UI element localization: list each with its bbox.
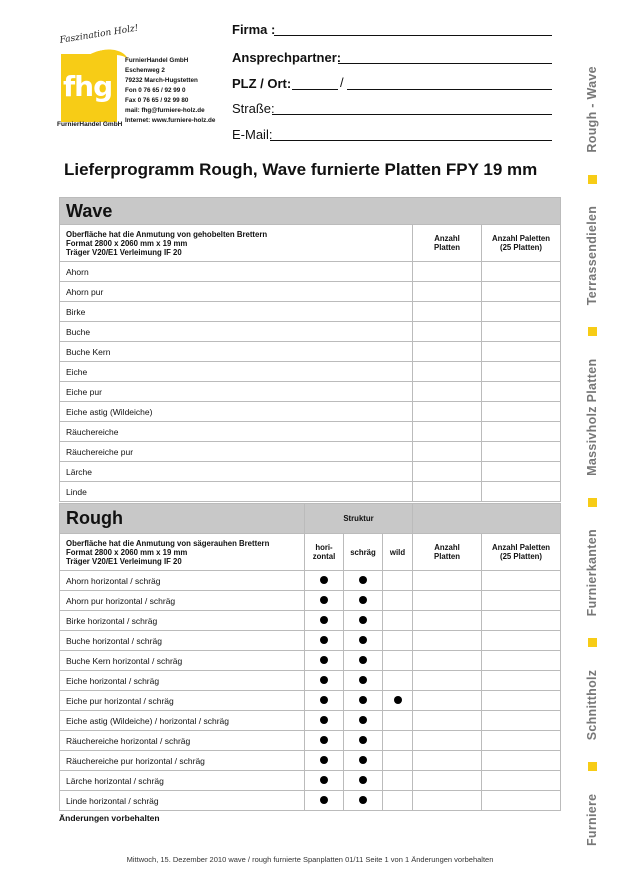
desc-line: Format 2800 x 2060 mm x 19 mm [66,547,188,557]
sidebar-separator [588,639,597,648]
anzahl-paletten-cell[interactable] [482,402,561,422]
rough-row-label: Ahorn horizontal / schräg [60,571,305,591]
anzahl-paletten-cell[interactable] [482,462,561,482]
sidebar-word: Schnittholz [585,669,599,741]
anzahl-paletten-cell[interactable] [482,362,561,382]
wave-description [60,225,413,262]
company-logo [57,23,227,134]
anzahl-platten-cell[interactable] [413,771,482,791]
logo-mark: fhg [63,70,113,103]
wave-header-row [60,225,561,262]
rough-row-label: Ahorn pur horizontal / schräg [60,591,305,611]
firma-label: Firma : [232,22,276,37]
wave-row-label: Räuchereiche [60,422,413,442]
category-sidebar [581,66,603,846]
available-dot-icon [359,616,367,624]
wave-row-label: Eiche astig (Wildeiche) [60,402,413,422]
anzahl-paletten-cell[interactable] [482,791,561,811]
anzahl-paletten-cell[interactable] [482,751,561,771]
anzahl-paletten-cell[interactable] [482,302,561,322]
firma-input-line[interactable] [274,35,552,36]
desc-line: Oberfläche hat die Anmutung von sägerauhen Brettern [66,538,270,548]
sidebar-word: Massivholz Platten [585,358,599,476]
wild-cell [383,791,413,811]
header-line: zontal [312,552,336,561]
horizontal-cell [305,791,344,811]
header-line: hori- [315,543,333,552]
schraeg-cell [344,591,383,611]
rough-row-label: Birke horizontal / schräg [60,611,305,631]
anzahl-platten-cell[interactable] [413,651,482,671]
available-dot-icon [320,576,328,584]
horizontal-cell [305,691,344,711]
anzahl-platten-cell[interactable] [413,571,482,591]
header-line: Anzahl Paletten [491,543,551,552]
horizontal-cell [305,631,344,651]
plz-ort-separator: / [340,75,344,90]
anzahl-paletten-cell[interactable] [482,631,561,651]
schraeg-cell [344,771,383,791]
rough-row [60,611,561,631]
wave-row-label: Linde [60,482,413,502]
desc-line: Oberfläche hat die Anmutung von gehobelten Brettern [66,229,268,239]
anzahl-paletten-cell[interactable] [482,611,561,631]
horizontal-cell [305,671,344,691]
wave-col-anzahl-platten [413,225,482,262]
available-dot-icon [359,716,367,724]
horizontal-cell [305,751,344,771]
anzahl-platten-cell[interactable] [413,382,482,402]
anzahl-paletten-cell[interactable] [482,691,561,711]
page-title: Lieferprogramm Rough, Wave furnierte Platten FPY 19 mm [64,160,538,179]
email-input-line[interactable] [270,140,552,141]
wave-row-label: Eiche [60,362,413,382]
anzahl-paletten-cell[interactable] [482,342,561,362]
wave-row-label: Eiche pur [60,382,413,402]
wave-row-label: Ahorn [60,262,413,282]
anzahl-paletten-cell[interactable] [482,711,561,731]
available-dot-icon [359,736,367,744]
rough-struktur-header: Struktur [305,504,413,534]
header-line: Platten [434,552,461,561]
wave-row-label: Lärche [60,462,413,482]
email-label: E-Mail: [232,127,273,142]
available-dot-icon [320,656,328,664]
rough-row [60,671,561,691]
schraeg-cell [344,751,383,771]
wild-cell [383,571,413,591]
wave-row-label: Buche [60,322,413,342]
anzahl-platten-cell[interactable] [413,262,482,282]
anzahl-paletten-cell[interactable] [482,571,561,591]
wild-cell [383,591,413,611]
anzahl-platten-cell[interactable] [413,422,482,442]
anzahl-platten-cell[interactable] [413,302,482,322]
header-line: Anzahl Paletten [491,234,551,243]
available-dot-icon [320,736,328,744]
ort-input-line[interactable] [347,89,552,90]
available-dot-icon [359,576,367,584]
wave-table [59,197,561,502]
wave-row [60,442,561,462]
anzahl-platten-cell[interactable] [413,442,482,462]
anzahl-platten-cell[interactable] [413,402,482,422]
rough-row-label: Buche horizontal / schräg [60,631,305,651]
horizontal-cell [305,591,344,611]
wave-row [60,382,561,402]
header-line: (25 Platten) [499,243,543,252]
address-line: Fax 0 76 65 / 92 99 80 [125,97,189,104]
rough-row [60,571,561,591]
anzahl-platten-cell[interactable] [413,362,482,382]
schraeg-cell [344,571,383,591]
rough-row-label: Eiche horizontal / schräg [60,671,305,691]
header-line: Anzahl [434,234,460,243]
company-address [125,56,215,126]
anzahl-platten-cell[interactable] [413,631,482,651]
anzahl-platten-cell[interactable] [413,282,482,302]
rough-row [60,731,561,751]
ansprechpartner-input-line[interactable] [338,63,552,64]
anzahl-paletten-cell[interactable] [482,322,561,342]
anzahl-platten-cell[interactable] [413,751,482,771]
wild-cell [383,731,413,751]
anzahl-paletten-cell[interactable] [482,422,561,442]
wave-row [60,422,561,442]
rough-col-schraeg: schräg [344,534,383,571]
rough-col-horizontal [305,534,344,571]
schraeg-cell [344,611,383,631]
wild-cell [383,691,413,711]
schraeg-cell [344,631,383,651]
anzahl-platten-cell[interactable] [413,711,482,731]
available-dot-icon [320,696,328,704]
available-dot-icon [320,776,328,784]
aenderungen-note: Änderungen vorbehalten [59,813,160,823]
wave-row [60,342,561,362]
anzahl-platten-cell[interactable] [413,791,482,811]
horizontal-cell [305,771,344,791]
rough-header-row [60,534,561,571]
anzahl-paletten-cell[interactable] [482,591,561,611]
anzahl-platten-cell[interactable] [413,611,482,631]
wild-cell [383,771,413,791]
available-dot-icon [359,656,367,664]
rough-col-anzahl-paletten [482,534,561,571]
anzahl-paletten-cell[interactable] [482,671,561,691]
wave-row [60,462,561,482]
anzahl-paletten-cell[interactable] [482,651,561,671]
header-line: (25 Platten) [500,552,543,561]
wave-row [60,322,561,342]
wave-row-label: Räuchereiche pur [60,442,413,462]
rough-table [59,503,561,811]
rough-description [60,534,305,571]
anzahl-platten-cell[interactable] [413,671,482,691]
rough-row-label: Eiche astig (Wildeiche) / horizontal / schräg [60,711,305,731]
available-dot-icon [359,776,367,784]
rough-row [60,691,561,711]
horizontal-cell [305,731,344,751]
schraeg-cell [344,691,383,711]
strasse-label: Straße: [232,101,275,116]
sidebar-word: Rough - Wave [585,66,599,153]
rough-row [60,711,561,731]
wave-row-label: Birke [60,302,413,322]
rough-heading-row [60,504,561,534]
anzahl-paletten-cell[interactable] [482,282,561,302]
horizontal-cell [305,611,344,631]
schraeg-cell [344,711,383,731]
plz-input-line[interactable] [292,89,338,90]
rough-heading: Rough [66,508,123,528]
available-dot-icon [320,636,328,644]
anzahl-paletten-cell[interactable] [482,731,561,751]
rough-row-label: Lärche horizontal / schräg [60,771,305,791]
desc-line: Träger V20/E1 Verleimung IF 20 [66,556,182,566]
wild-cell [383,751,413,771]
sidebar-separator [588,175,597,184]
rough-row [60,751,561,771]
address-line: Internet: www.furniere-holz.de [125,117,216,124]
available-dot-icon [359,676,367,684]
wave-row-label: Buche Kern [60,342,413,362]
page-footer: Mittwoch, 15. Dezember 2010 wave / rough furnierte Spanplatten 01/11 Seite 1 von 1 Änderungen vorbehalten [126,855,494,864]
anzahl-platten-cell[interactable] [413,462,482,482]
address-line: Fon 0 76 65 / 92 99 0 [125,87,186,94]
horizontal-cell [305,571,344,591]
wave-row [60,402,561,422]
wild-cell [383,711,413,731]
horizontal-cell [305,651,344,671]
logo-slogan: Faszination Holz! [59,23,140,46]
anzahl-paletten-cell[interactable] [482,482,561,502]
rough-row [60,771,561,791]
rough-col-anzahl-platten [413,534,482,571]
anzahl-platten-cell[interactable] [413,591,482,611]
sidebar-separator [588,327,597,336]
wave-row-label: Ahorn pur [60,282,413,302]
wild-cell [383,651,413,671]
available-dot-icon [320,596,328,604]
available-dot-icon [359,796,367,804]
wave-row [60,362,561,382]
schraeg-cell [344,651,383,671]
anzahl-platten-cell[interactable] [413,342,482,362]
address-line: Eschenweg 2 [125,67,165,74]
anzahl-paletten-cell[interactable] [482,771,561,791]
wave-row [60,262,561,282]
wave-heading: Wave [66,200,113,221]
address-line: 79232 March-Hugstetten [125,77,198,84]
rough-row-label: Linde horizontal / schräg [60,791,305,811]
sidebar-word: Furniere [585,793,599,846]
rough-row [60,651,561,671]
plz-ort-label: PLZ / Ort: [232,76,292,91]
sidebar-separator [588,762,597,771]
wild-cell [383,611,413,631]
schraeg-cell [344,671,383,691]
header-line: Anzahl [434,543,460,552]
rough-row-label: Räuchereiche pur horizontal / schräg [60,751,305,771]
wild-cell [383,671,413,691]
rough-row-label: Räuchereiche horizontal / schräg [60,731,305,751]
wave-row [60,282,561,302]
rough-row [60,791,561,811]
anzahl-paletten-cell[interactable] [482,382,561,402]
ansprechpartner-label: Ansprechpartner: [232,50,342,65]
available-dot-icon [320,616,328,624]
available-dot-icon [359,756,367,764]
available-dot-icon [359,596,367,604]
wave-col-anzahl-paletten [482,225,561,262]
schraeg-cell [344,731,383,751]
horizontal-cell [305,711,344,731]
wave-row [60,482,561,502]
rough-row [60,631,561,651]
strasse-input-line[interactable] [272,114,552,115]
address-line: FurnierHandel GmbH [125,57,189,64]
schraeg-cell [344,791,383,811]
available-dot-icon [359,636,367,644]
available-dot-icon [320,756,328,764]
anzahl-paletten-cell[interactable] [482,442,561,462]
available-dot-icon [320,676,328,684]
rough-heading-blank [413,504,561,534]
sidebar-word: Terrassendielen [585,205,599,306]
header-line: Platten [434,243,460,252]
available-dot-icon [320,796,328,804]
desc-line: Träger V20/E1 Verleimung IF 20 [66,247,182,257]
anzahl-paletten-cell[interactable] [482,262,561,282]
wave-heading-row [60,198,561,225]
rough-col-wild: wild [383,534,413,571]
logo-company-name: FurnierHandel GmbH [57,121,123,128]
available-dot-icon [320,716,328,724]
anzahl-platten-cell[interactable] [413,482,482,502]
anzahl-platten-cell[interactable] [413,691,482,711]
anzahl-platten-cell[interactable] [413,731,482,751]
wild-cell [383,631,413,651]
rough-row-label: Eiche pur horizontal / schräg [60,691,305,711]
address-line: mail: fhg@furniere-holz.de [125,107,205,114]
rough-row [60,591,561,611]
wave-row [60,302,561,322]
sidebar-word: Furnierkanten [585,529,599,617]
rough-row-label: Buche Kern horizontal / schräg [60,651,305,671]
sidebar-separator [588,498,597,507]
anzahl-platten-cell[interactable] [413,322,482,342]
desc-line: Format 2800 x 2060 mm x 19 mm [66,238,188,248]
available-dot-icon [394,696,402,704]
available-dot-icon [359,696,367,704]
